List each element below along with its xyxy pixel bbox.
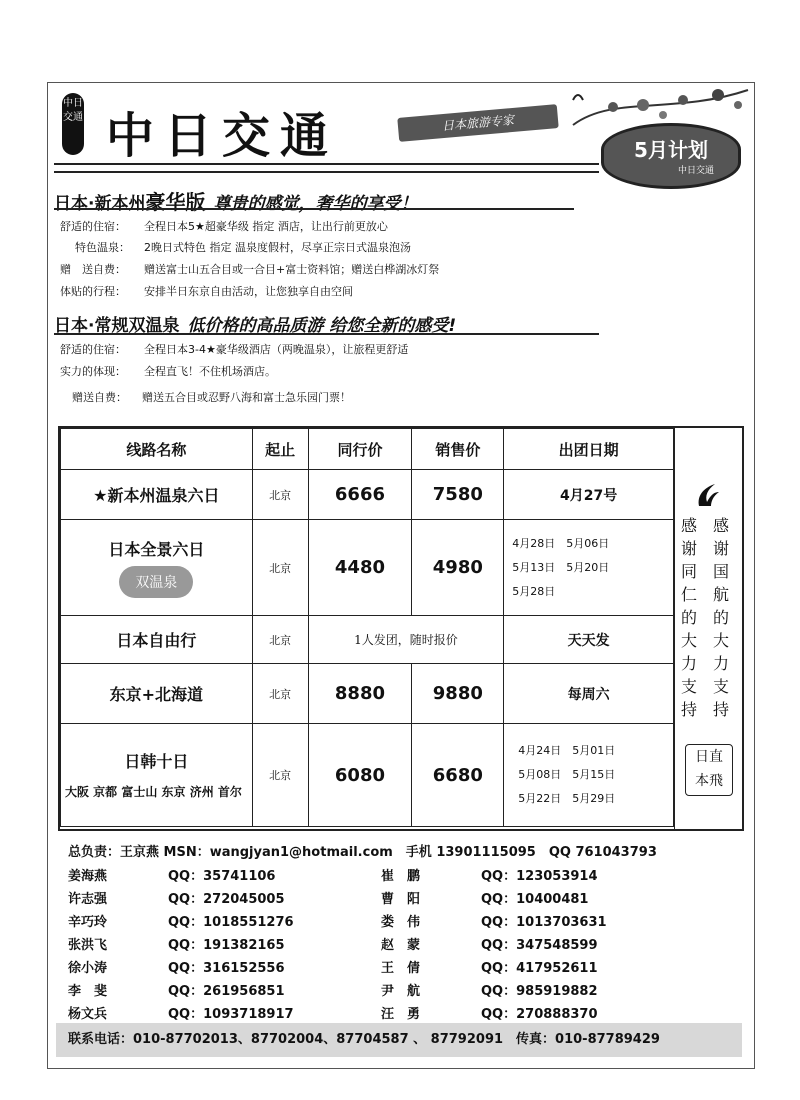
route-table-frame xyxy=(58,426,744,831)
section1-line xyxy=(60,218,388,234)
departure-date: 天天发 xyxy=(504,616,674,664)
date-line: 5月08日 5月15日 xyxy=(518,768,616,781)
section1-slogan: 尊贵的感觉，奢华的享受！ xyxy=(213,194,418,214)
line-key: 赠送自费： xyxy=(72,391,127,404)
contact-name: 姜海燕 xyxy=(68,869,108,884)
plan-title: 5月计划 xyxy=(634,138,708,162)
peer-price: 6080 xyxy=(308,724,412,827)
contact-qq: QQ：123053914 xyxy=(481,869,598,884)
section1-line xyxy=(60,261,439,277)
route-name-cell xyxy=(61,520,253,616)
monthly-plan-sign xyxy=(601,123,741,189)
table-row xyxy=(61,520,674,616)
date-line: 5月13日 5月20日 xyxy=(512,560,610,574)
price-note: 1人发团，随时报价 xyxy=(308,616,504,664)
route-from: 北京 xyxy=(252,616,308,664)
contact-name: 曹 阳 xyxy=(381,892,421,907)
contact-qq: QQ：347548599 xyxy=(481,938,598,953)
contact-row xyxy=(381,957,598,976)
sale-price: 6680 xyxy=(412,724,504,827)
contact-qq: QQ：1093718917 xyxy=(168,1007,294,1022)
table-row xyxy=(61,724,674,827)
japan-direct-stamp xyxy=(685,744,733,796)
column-header: 销售价 xyxy=(412,429,504,470)
air-china-logo-icon xyxy=(693,480,721,508)
sale-price: 4980 xyxy=(412,520,504,616)
date-line: 5月28日 xyxy=(512,584,556,598)
date-line: 4月24日 5月01日 xyxy=(518,744,616,757)
contact-phone-bar: 联系电话：010-87702013、87702004、87704587 、 87792091 传真：010-87789429 xyxy=(56,1023,742,1057)
contact-qq: QQ：417952611 xyxy=(481,961,598,976)
line-value: 全程直飞！不住机场酒店。 xyxy=(144,365,276,378)
table-row xyxy=(61,616,674,664)
contact-name: 尹 航 xyxy=(381,984,421,999)
stamp-bottom: 本飛 xyxy=(695,773,723,789)
thanks-colleagues: 感谢同仁的大力支持 xyxy=(681,516,698,719)
peer-price: 4480 xyxy=(308,520,412,616)
route-from: 北京 xyxy=(252,724,308,827)
line-key: 舒适的住宿： xyxy=(60,220,126,233)
sale-price: 9880 xyxy=(412,664,504,724)
line-value: 赠送五合目或忍野八海和富士急乐园门票！ xyxy=(142,391,351,404)
line-key: 赠 送自费： xyxy=(60,263,126,276)
contact-qq: QQ：191382165 xyxy=(168,938,285,953)
table-row xyxy=(61,470,674,520)
contact-name: 许志强 xyxy=(68,892,108,907)
line-value: 赠送富士山五合目或一合目+富士资料馆；赠送白桦湖冰灯祭 xyxy=(144,263,440,276)
departure-date: 4月27号 xyxy=(504,470,674,520)
peer-price: 6666 xyxy=(308,470,412,520)
contact-qq: QQ：1018551276 xyxy=(168,915,294,930)
section1-title xyxy=(54,186,417,215)
route-name: 日韩十日 xyxy=(124,751,189,771)
contact-name: 娄 伟 xyxy=(381,915,421,930)
section2-title-text: 日本·常规双温泉 xyxy=(54,316,180,336)
sale-price: 7580 xyxy=(412,470,504,520)
contact-name: 徐小涛 xyxy=(68,961,108,976)
section1-divider xyxy=(54,208,574,210)
column-header: 同行价 xyxy=(308,429,412,470)
route-name: 东京+北海道 xyxy=(61,664,253,724)
contact-row xyxy=(381,934,598,953)
route-stops: 大阪 京都 富士山 东京 济州 首尔 xyxy=(65,784,242,799)
contact-row xyxy=(381,911,607,930)
peer-price: 8880 xyxy=(308,664,412,724)
header-divider xyxy=(54,163,599,173)
section1-line xyxy=(60,239,411,255)
contact-name: 崔 鹏 xyxy=(381,869,421,884)
line-value: 2晚日式特色 指定 温泉度假村，尽享正宗日式温泉泡汤 xyxy=(144,241,411,254)
logo-badge: 中日交通 xyxy=(62,93,84,155)
contact-name: 杨文兵 xyxy=(68,1007,108,1022)
contact-name: 王 倩 xyxy=(381,961,421,976)
section2-divider xyxy=(54,333,599,335)
route-name: ★新本州温泉六日 xyxy=(61,470,253,520)
contact-head: 总负责：王京燕 MSN：wangjyan1@hotmail.com 手机 13901115095 QQ 761043793 xyxy=(68,845,657,860)
route-table xyxy=(60,428,674,827)
route-from: 北京 xyxy=(252,470,308,520)
line-value: 全程日本5★超豪华级 指定 酒店，让出行前更放心 xyxy=(144,220,388,233)
contact-row xyxy=(68,911,294,930)
section2-line xyxy=(60,363,276,379)
contact-row xyxy=(381,865,598,884)
departure-dates xyxy=(504,724,674,827)
line-key: 体贴的行程： xyxy=(60,285,126,298)
contact-row xyxy=(68,865,275,884)
contact-qq: QQ：985919882 xyxy=(481,984,598,999)
contact-name: 李 斐 xyxy=(68,984,108,999)
contact-row xyxy=(381,888,588,907)
contact-row xyxy=(381,980,598,999)
section2-line xyxy=(72,389,351,405)
line-value: 全程日本3-4★豪华级酒店（两晚温泉），让旅程更舒适 xyxy=(144,343,409,356)
section1-title-big: 豪华版 xyxy=(145,190,206,214)
column-header: 起止 xyxy=(252,429,308,470)
section1-line xyxy=(60,283,353,299)
thanks-air-china: 感谢国航的大力支持 xyxy=(713,516,730,719)
hot-spring-badge: 双温泉 xyxy=(119,566,193,598)
contact-qq: QQ：35741106 xyxy=(168,869,276,884)
contact-qq: QQ：1013703631 xyxy=(481,915,607,930)
section1-title-prefix: 日本·新本州 xyxy=(54,194,146,214)
contact-name: 汪 勇 xyxy=(381,1007,421,1022)
contact-qq: QQ：270888370 xyxy=(481,1007,598,1022)
departure-date: 每周六 xyxy=(504,664,674,724)
contact-qq: QQ：272045005 xyxy=(168,892,285,907)
date-line: 4月28日 5月06日 xyxy=(512,536,610,550)
thanks-sidebar xyxy=(674,428,743,829)
route-from: 北京 xyxy=(252,520,308,616)
contact-row xyxy=(68,1003,294,1022)
contact-row xyxy=(68,934,285,953)
line-key: 实力的体现： xyxy=(60,365,126,378)
contact-name: 张洪飞 xyxy=(68,938,108,953)
contact-name: 辛巧玲 xyxy=(68,915,108,930)
route-name-cell xyxy=(61,724,253,827)
line-key: 舒适的住宿： xyxy=(60,343,126,356)
column-header: 线路名称 xyxy=(61,429,253,470)
table-header-row xyxy=(61,429,674,470)
plan-subtitle: 中日交通 xyxy=(677,166,714,176)
table-row xyxy=(61,664,674,724)
section2-line xyxy=(60,341,408,357)
departure-dates xyxy=(504,520,674,616)
contact-row xyxy=(68,888,285,907)
route-name: 日本自由行 xyxy=(61,616,253,664)
contact-row xyxy=(68,980,285,999)
line-value: 安排半日东京自由活动，让您独享自由空间 xyxy=(144,285,353,298)
flyer xyxy=(47,82,755,1069)
stamp-top: 日直 xyxy=(695,749,723,765)
route-from: 北京 xyxy=(252,664,308,724)
contact-qq: QQ：261956851 xyxy=(168,984,285,999)
contact-row xyxy=(68,957,285,976)
date-line: 5月22日 5月29日 xyxy=(518,792,616,805)
contact-name: 赵 蒙 xyxy=(381,938,421,953)
column-header: 出团日期 xyxy=(504,429,674,470)
contact-qq: QQ：316152556 xyxy=(168,961,285,976)
section2-slogan: 低价格的高品质游 给您全新的感受! xyxy=(187,316,457,336)
route-name: 日本全景六日 xyxy=(108,540,205,559)
contact-qq: QQ：10400481 xyxy=(481,892,589,907)
line-key: 特色温泉： xyxy=(75,241,130,254)
brand-title: 中日交通 xyxy=(106,108,339,164)
contact-row xyxy=(381,1003,598,1022)
brand-subtitle: 日本旅游专家 xyxy=(397,104,558,142)
